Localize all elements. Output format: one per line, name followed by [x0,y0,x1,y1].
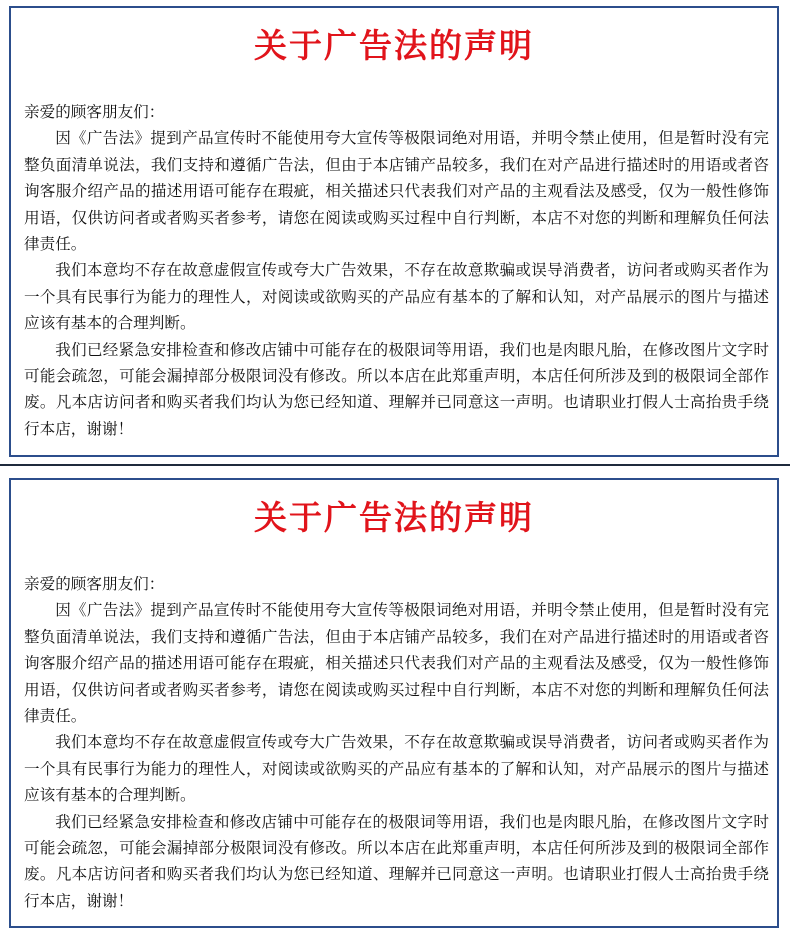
notice-paragraph: 因《广告法》提到产品宣传时不能使用夸大宣传等极限词绝对用语，并明令禁止使用，但是暂时没有完整负面清单说法，我们支持和遵循广告法，但由于本店铺产品较多，我们在对产品进行描述时的用语或者咨询客服介绍产品的描述用语可能存在瑕疵，相关描述只代表我们对产品的主观看法及感受，仅为一般性修饰用语，仅供访问者或者购买者参考，请您在阅读或购买过程中自行判断，本店不对您的判断和理解负任何法律责任。 [24,129,769,254]
notice-body [24,99,769,442]
notice-greeting: 亲爱的顾客朋友们： [24,103,165,121]
notice-title: 关于广告法的声明 [254,498,534,537]
notice-paragraph: 我们本意均不存在故意虚假宣传或夸大广告效果，不存在故意欺骗或误导消费者，访问者或购买者作为一个具有民事行为能力的理性人，对阅读或欲购买的产品应有基本的了解和认知，对产品展示的图片与描述应该有基本的合理判断。 [24,733,769,805]
notice-title: 关于广告法的声明 [254,26,534,65]
notice-body [24,571,769,914]
notice-paragraph: 我们已经紧急安排检查和修改店铺中可能存在的极限词等用语，我们也是肉眼凡胎，在修改图片文字时可能会疏忽，可能会漏掉部分极限词没有修改。所以本店在此郑重声明，本店任何所涉及到的极限词全部作废。凡本店访问者和购买者我们均认为您已经知道、理解并已同意这一声明。也请职业打假人士高抬贵手绕行本店，谢谢！ [24,812,769,910]
notice-paragraph: 我们已经紧急安排检查和修改店铺中可能存在的极限词等用语，我们也是肉眼凡胎，在修改图片文字时可能会疏忽，可能会漏掉部分极限词没有修改。所以本店在此郑重声明，本店任何所涉及到的极限词全部作废。凡本店访问者和购买者我们均认为您已经知道、理解并已同意这一声明。也请职业打假人士高抬贵手绕行本店，谢谢！ [24,340,769,438]
notice-paragraph: 因《广告法》提到产品宣传时不能使用夸大宣传等极限词绝对用语，并明令禁止使用，但是暂时没有完整负面清单说法，我们支持和遵循广告法，但由于本店铺产品较多，我们在对产品进行描述时的用语或者咨询客服介绍产品的描述用语可能存在瑕疵，相关描述只代表我们对产品的主观看法及感受，仅为一般性修饰用语，仅供访问者或者购买者参考，请您在阅读或购买过程中自行判断，本店不对您的判断和理解负任何法律责任。 [24,601,769,726]
notice-paragraph: 我们本意均不存在故意虚假宣传或夸大广告效果，不存在故意欺骗或误导消费者，访问者或购买者作为一个具有民事行为能力的理性人，对阅读或欲购买的产品应有基本的了解和认知，对产品展示的图片与描述应该有基本的合理判断。 [24,261,769,333]
notice-card-top [9,6,779,457]
notice-greeting: 亲爱的顾客朋友们： [24,575,165,593]
divider [0,464,790,466]
notice-card-bottom [9,478,779,928]
